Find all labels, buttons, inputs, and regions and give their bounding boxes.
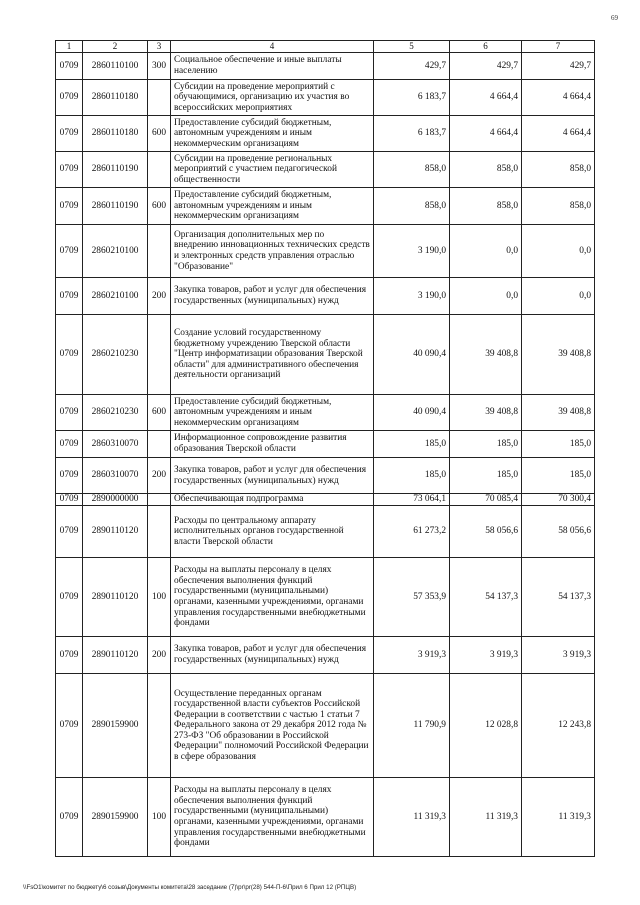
cell-section: 0709 <box>56 80 83 116</box>
table-row <box>56 278 595 315</box>
cell-amount-col6: 58 056,6 <box>450 506 522 558</box>
cell-amount-col6: 4 664,4 <box>450 116 522 152</box>
cell-section: 0709 <box>56 674 83 778</box>
cell-expense-type <box>148 315 171 395</box>
cell-target-code: 2890159900 <box>83 674 148 778</box>
cell-amount-col7: 0,0 <box>522 225 595 278</box>
cell-amount-col7: 4 664,4 <box>522 116 595 152</box>
cell-amount-col7: 429,7 <box>522 53 595 80</box>
table-row <box>56 225 595 278</box>
cell-amount-col6: 858,0 <box>450 188 522 225</box>
cell-target-code: 2860310070 <box>83 458 148 494</box>
cell-amount-col7: 54 137,3 <box>522 558 595 637</box>
cell-section: 0709 <box>56 778 83 857</box>
header-col-6: 6 <box>450 41 522 53</box>
cell-amount-col5: 40 090,4 <box>374 395 450 431</box>
cell-section: 0709 <box>56 188 83 225</box>
cell-amount-col7: 185,0 <box>522 458 595 494</box>
cell-amount-col6: 858,0 <box>450 152 522 188</box>
cell-expense-type: 600 <box>148 395 171 431</box>
cell-target-code: 2860210230 <box>83 315 148 395</box>
cell-expense-type <box>148 152 171 188</box>
cell-item-name: Предоставление субсидий бюджетным, автономным учреждениям и иным некоммерческим организациям <box>171 188 374 225</box>
cell-amount-col5: 6 183,7 <box>374 116 450 152</box>
cell-amount-col7: 58 056,6 <box>522 506 595 558</box>
cell-amount-col7: 3 919,3 <box>522 637 595 674</box>
table-row <box>56 458 595 494</box>
cell-item-name: Закупка товаров, работ и услуг для обеспечения государственных (муниципальных) нужд <box>171 637 374 674</box>
cell-amount-col5: 6 183,7 <box>374 80 450 116</box>
cell-expense-type <box>148 494 171 506</box>
cell-amount-col5: 73 064,1 <box>374 494 450 506</box>
cell-amount-col7: 12 243,8 <box>522 674 595 778</box>
cell-item-name: Социальное обеспечение и иные выплаты населению <box>171 53 374 80</box>
table-row <box>56 494 595 506</box>
cell-target-code: 2860110190 <box>83 188 148 225</box>
table-row <box>56 674 595 778</box>
cell-section: 0709 <box>56 395 83 431</box>
cell-section: 0709 <box>56 431 83 458</box>
cell-amount-col5: 11 319,3 <box>374 778 450 857</box>
cell-amount-col6: 0,0 <box>450 225 522 278</box>
header-col-3: 3 <box>148 41 171 53</box>
table-row <box>56 53 595 80</box>
cell-amount-col7: 4 664,4 <box>522 80 595 116</box>
cell-amount-col5: 3 919,3 <box>374 637 450 674</box>
cell-amount-col6: 39 408,8 <box>450 315 522 395</box>
cell-item-name: Создание условий государственному бюджетному учреждению Тверской области "Центр информатизации образования Тверской области" для административного обеспечения деятельности организаций <box>171 315 374 395</box>
cell-target-code: 2890000000 <box>83 494 148 506</box>
cell-section: 0709 <box>56 152 83 188</box>
header-col-7: 7 <box>522 41 595 53</box>
cell-section: 0709 <box>56 116 83 152</box>
cell-amount-col5: 185,0 <box>374 431 450 458</box>
cell-amount-col5: 61 273,2 <box>374 506 450 558</box>
cell-section: 0709 <box>56 637 83 674</box>
cell-target-code: 2860110190 <box>83 152 148 188</box>
cell-amount-col6: 185,0 <box>450 431 522 458</box>
table-row <box>56 315 595 395</box>
cell-expense-type: 100 <box>148 778 171 857</box>
budget-table <box>55 40 595 857</box>
page-number: 69 <box>611 14 618 22</box>
cell-item-name: Субсидии на проведение мероприятий с обучающимися, организацию их участия во всероссийских мероприятиях <box>171 80 374 116</box>
cell-expense-type: 600 <box>148 188 171 225</box>
table-header-row <box>56 41 595 53</box>
cell-target-code: 2860110180 <box>83 116 148 152</box>
cell-amount-col7: 39 408,8 <box>522 395 595 431</box>
cell-amount-col6: 429,7 <box>450 53 522 80</box>
cell-expense-type: 100 <box>148 558 171 637</box>
cell-expense-type <box>148 225 171 278</box>
cell-amount-col5: 429,7 <box>374 53 450 80</box>
cell-item-name: Закупка товаров, работ и услуг для обеспечения государственных (муниципальных) нужд <box>171 278 374 315</box>
cell-target-code: 2890159900 <box>83 778 148 857</box>
cell-amount-col6: 11 319,3 <box>450 778 522 857</box>
cell-item-name: Обеспечивающая подпрограмма <box>171 494 374 506</box>
cell-section: 0709 <box>56 278 83 315</box>
cell-item-name: Предоставление субсидий бюджетным, автономным учреждениям и иным некоммерческим организациям <box>171 116 374 152</box>
table-row <box>56 188 595 225</box>
table-row <box>56 80 595 116</box>
cell-target-code: 2860210100 <box>83 278 148 315</box>
table-row <box>56 116 595 152</box>
footer-file-path: \\FsO1\комитет по бюджету\6 созыв\Документы комитета\28 заседание (7)\pr\pr(28) 544-П-6\Прил 6 Прил 12 (РПЦВ) <box>23 884 357 891</box>
cell-target-code: 2890110120 <box>83 506 148 558</box>
cell-amount-col6: 39 408,8 <box>450 395 522 431</box>
cell-amount-col7: 0,0 <box>522 278 595 315</box>
cell-item-name: Предоставление субсидий бюджетным, автономным учреждениям и иным некоммерческим организациям <box>171 395 374 431</box>
table-row <box>56 506 595 558</box>
header-col-4: 4 <box>171 41 374 53</box>
cell-expense-type <box>148 674 171 778</box>
cell-amount-col6: 70 085,4 <box>450 494 522 506</box>
table-row <box>56 778 595 857</box>
header-col-5: 5 <box>374 41 450 53</box>
cell-item-name: Закупка товаров, работ и услуг для обеспечения государственных (муниципальных) нужд <box>171 458 374 494</box>
cell-amount-col6: 12 028,8 <box>450 674 522 778</box>
cell-amount-col7: 70 300,4 <box>522 494 595 506</box>
cell-target-code: 2860310070 <box>83 431 148 458</box>
cell-target-code: 2860210230 <box>83 395 148 431</box>
cell-expense-type <box>148 431 171 458</box>
cell-amount-col6: 0,0 <box>450 278 522 315</box>
cell-section: 0709 <box>56 494 83 506</box>
table-row <box>56 431 595 458</box>
table-row <box>56 152 595 188</box>
cell-expense-type: 200 <box>148 637 171 674</box>
cell-amount-col5: 858,0 <box>374 152 450 188</box>
cell-item-name: Субсидии на проведение региональных мероприятий с участием педагогической общественности <box>171 152 374 188</box>
cell-section: 0709 <box>56 558 83 637</box>
cell-amount-col6: 54 137,3 <box>450 558 522 637</box>
cell-amount-col5: 185,0 <box>374 458 450 494</box>
cell-target-code: 2860110180 <box>83 80 148 116</box>
cell-item-name: Информационное сопровождение развития образования Тверской области <box>171 431 374 458</box>
cell-section: 0709 <box>56 53 83 80</box>
cell-target-code: 2860210100 <box>83 225 148 278</box>
cell-amount-col7: 11 319,3 <box>522 778 595 857</box>
cell-item-name: Расходы по центральному аппарату исполнительных органов государственной власти Тверской области <box>171 506 374 558</box>
cell-amount-col5: 858,0 <box>374 188 450 225</box>
cell-amount-col7: 858,0 <box>522 188 595 225</box>
cell-item-name: Организация дополнительных мер по внедрению инновационных технических средств и электронных средств управления отраслью "Образование" <box>171 225 374 278</box>
header-col-2: 2 <box>83 41 148 53</box>
cell-item-name: Расходы на выплаты персоналу в целях обеспечения выполнения функций государственными (муниципальными) органами, казенными учреждениями, органами управления государственными внебюджетными фондами <box>171 558 374 637</box>
cell-section: 0709 <box>56 225 83 278</box>
cell-amount-col6: 4 664,4 <box>450 80 522 116</box>
cell-amount-col6: 185,0 <box>450 458 522 494</box>
cell-expense-type: 300 <box>148 53 171 80</box>
header-col-1: 1 <box>56 41 83 53</box>
cell-amount-col5: 11 790,9 <box>374 674 450 778</box>
table-row <box>56 637 595 674</box>
cell-amount-col5: 3 190,0 <box>374 225 450 278</box>
cell-section: 0709 <box>56 315 83 395</box>
cell-amount-col7: 39 408,8 <box>522 315 595 395</box>
cell-expense-type: 200 <box>148 278 171 315</box>
cell-expense-type: 200 <box>148 458 171 494</box>
cell-target-code: 2890110120 <box>83 558 148 637</box>
cell-expense-type <box>148 506 171 558</box>
cell-amount-col5: 57 353,9 <box>374 558 450 637</box>
cell-item-name: Расходы на выплаты персоналу в целях обеспечения выполнения функций государственными (муниципальными) органами, казенными учреждениями, органами управления государственными внебюджетными фондами <box>171 778 374 857</box>
cell-amount-col7: 858,0 <box>522 152 595 188</box>
table-row <box>56 395 595 431</box>
cell-target-code: 2860110100 <box>83 53 148 80</box>
cell-expense-type <box>148 80 171 116</box>
cell-amount-col5: 3 190,0 <box>374 278 450 315</box>
cell-target-code: 2890110120 <box>83 637 148 674</box>
cell-amount-col7: 185,0 <box>522 431 595 458</box>
cell-section: 0709 <box>56 458 83 494</box>
cell-item-name: Осуществление переданных органам государственной власти субъектов Российской Федерации в соответствии с частью 1 статьи 7 Федерального закона от 29 декабря 2012 года № 273-ФЗ "Об образовании в Российской Федерации" полномочий Российской Федерации в сфере образования <box>171 674 374 778</box>
cell-expense-type: 600 <box>148 116 171 152</box>
cell-amount-col6: 3 919,3 <box>450 637 522 674</box>
cell-amount-col5: 40 090,4 <box>374 315 450 395</box>
table-row <box>56 558 595 637</box>
cell-section: 0709 <box>56 506 83 558</box>
